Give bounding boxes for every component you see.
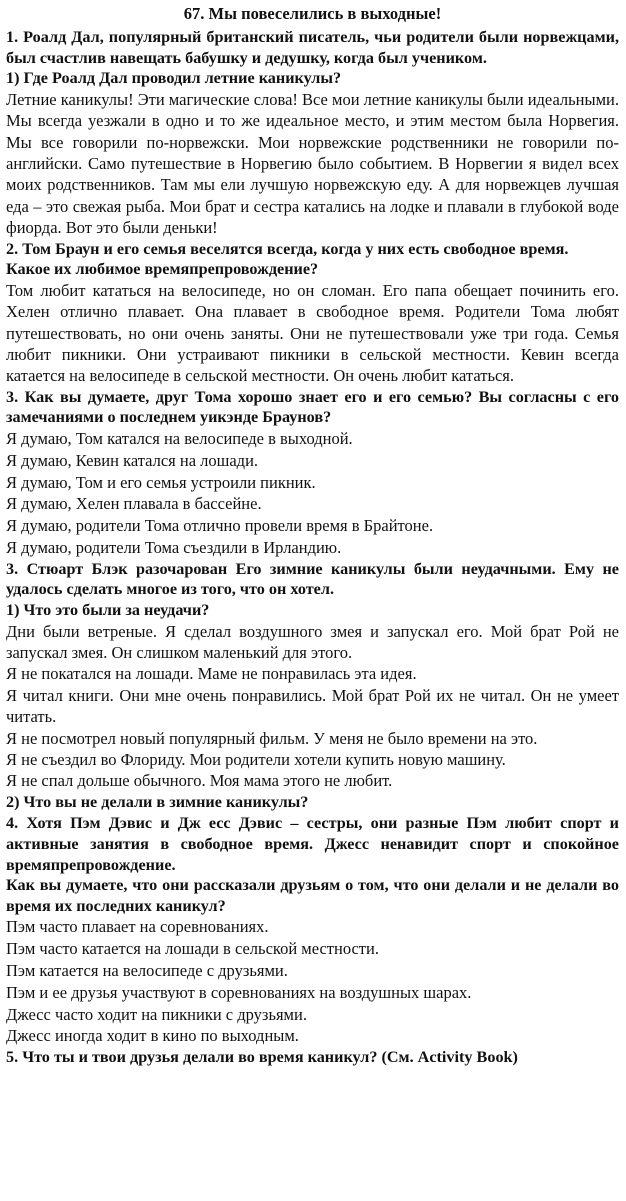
answer-line: Я не съездил во Флориду. Мои родители хотели купить новую машину. [6, 750, 506, 770]
question-3b-1: 1) Что это были за неудачи? [6, 601, 210, 619]
task-4: 4. Хотя Пэм Дэвис и Дж есс Дэвис – сестры, они разные Пэм любит спорт и активные занятия в свободное время. Джесс ненавидит спорт и спокойное времяпрепровождение. [6, 814, 619, 874]
question-4: Как вы думаете, что они рассказали друзьям о том, что они делали и не делали во время их последних каникул? [6, 876, 619, 915]
answer-line: Я думаю, Хелен плавала в бассейне. [6, 494, 262, 514]
answer-line: Джесс часто ходит на пикники с друзьями. [6, 1004, 307, 1024]
answer-line: Я думаю, Кевин катался на лошади. [6, 450, 259, 470]
answer-1-1: Летние каникулы! Эти магические слова! Все мои летние каникулы были идеальными. Мы всегда уезжали в одно и то же идеальное место, и этим местом была Норвегия. Мы все говорили по-норвежски. Мои норвежские родственники не говорили по-английски. Само путешествие в Норвегию было событием. В Норвегии я видел всех моих родственников. Там мы ели лучшую норвежскую еду. А для норвежцев лучшая еда – это свежая рыба. Мои брат и сестра катались на лодке и плавали в глубокой воде фиорда. Вот это были деньки! [6, 89, 619, 238]
answer-line: Я думаю, родители Тома съездили в Ирландию. [6, 538, 342, 558]
answer-2: Том любит кататься на велосипеде, но он сломан. Его папа обещает починить его. Хелен отлично плавает. Она плавает в свободное время. Родители Тома любят путешествовать, но они очень заняты. Они не путешествовали уже три года. Семья любит пикники. Они устраивают пикники в сельской местности. Кевин всегда катается на велосипеде в сельской местности. Он очень любит кататься. [6, 280, 619, 386]
answer-line: Я не покатался на лошади. Маме не понравилась эта идея. [6, 664, 417, 684]
task-5: 5. Что ты и твои друзья делали во время каникул? (См. Activity Book) [6, 1048, 518, 1067]
question-3b-2: 2) Что вы не делали в зимние каникулы? [6, 792, 309, 811]
task-2: 2. Том Браун и его семья веселятся всегда, когда у них есть свободное время. [6, 239, 569, 258]
answer-line: Джесс иногда ходит в кино по выходным. [6, 1026, 299, 1046]
answer-line: Пэм часто катается на лошади в сельской местности. [6, 939, 379, 959]
answer-line: Пэм и ее друзья участвуют в соревнованиях на воздушных шарах. [6, 982, 472, 1002]
answer-line: Я читал книги. Они мне очень понравились. Мой брат Рой их не читал. Он не умеет читать. [6, 685, 619, 727]
answer-line: Я думаю, Том и его семья устроили пикник. [6, 472, 316, 492]
task-3b: 3. Стюарт Блэк разочарован Его зимние каникулы были неудачными. Ему не удалось сделать многое из того, что он хотел. [6, 559, 619, 599]
answer-line: Я не посмотрел новый популярный фильм. У меня не было времени на это. [6, 728, 538, 748]
question-2: Какое их любимое времяпрепровождение? [6, 260, 319, 279]
page-title: 67. Мы повеселились в выходные! [183, 4, 442, 23]
answer-line: Я думаю, Том катался на велосипеде в выходной. [6, 429, 353, 449]
answer-line: Пэм часто плавает на соревнованиях. [6, 917, 269, 937]
question-1-1: 1) Где Роалд Дал проводил летние каникулы? [6, 69, 342, 88]
task-3: 3. Как вы думаете, друг Тома хорошо знает его и его семью? Вы согласны с его замечаниями о последнем уикэнде Браунов? [6, 387, 619, 427]
task-1: 1. Роалд Дал, популярный британский писатель, чьи родители были норвежцами, был счастлив навещать бабушку и дедушку, когда был учеником. [6, 28, 619, 67]
answer-line: Я думаю, родители Тома отлично провели время в Брайтоне. [6, 516, 434, 536]
answer-line: Пэм катается на велосипеде с друзьями. [6, 961, 288, 980]
answer-line: Я не спал дольше обычного. Моя мама этого не любит. [6, 771, 393, 791]
answer-line: Дни были ветреные. Я сделал воздушного змея и запускал его. Мой брат Рой не запускал змея. Он слишком маленький для этого. [6, 621, 619, 662]
